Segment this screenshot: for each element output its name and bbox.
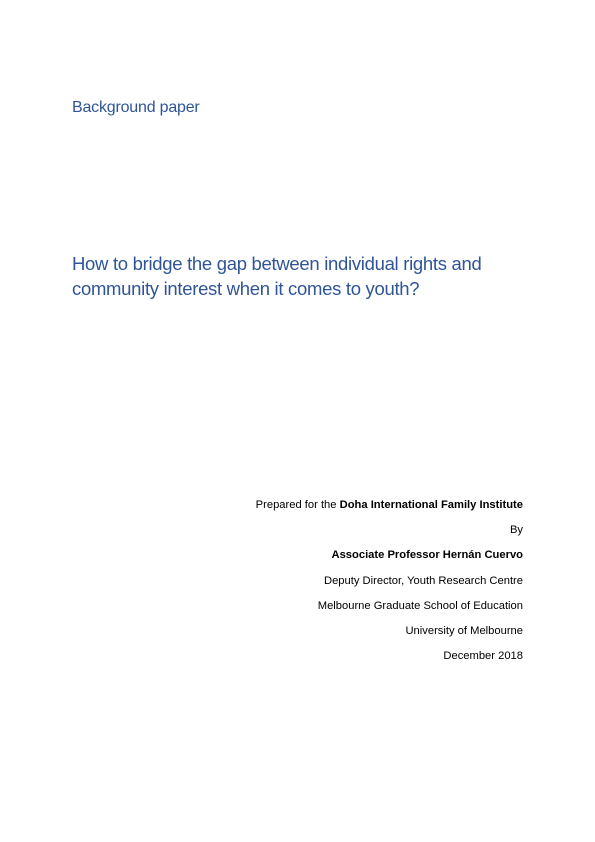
by-label: By (509, 524, 523, 537)
prepared-for-prefix: Prepared for the (255, 499, 340, 511)
author-university: University of Melbourne (405, 625, 523, 638)
prepared-for-line (256, 493, 523, 518)
credits-block (256, 493, 523, 669)
document-title-line-2: community interest when it comes to youth? (72, 278, 420, 299)
prepared-for-organization: Doha International Family Institute (339, 499, 523, 511)
document-title-line-1: How to bridge the gap between individual rights and (72, 253, 482, 274)
document-date: December 2018 (443, 650, 523, 663)
author-name: Associate Professor Hernán Cuervo (331, 549, 523, 562)
author-school: Melbourne Graduate School of Education (317, 599, 523, 612)
document-title (72, 251, 532, 301)
document-type-label: Background paper (72, 99, 200, 116)
author-position: Deputy Director, Youth Research Centre (324, 574, 523, 587)
